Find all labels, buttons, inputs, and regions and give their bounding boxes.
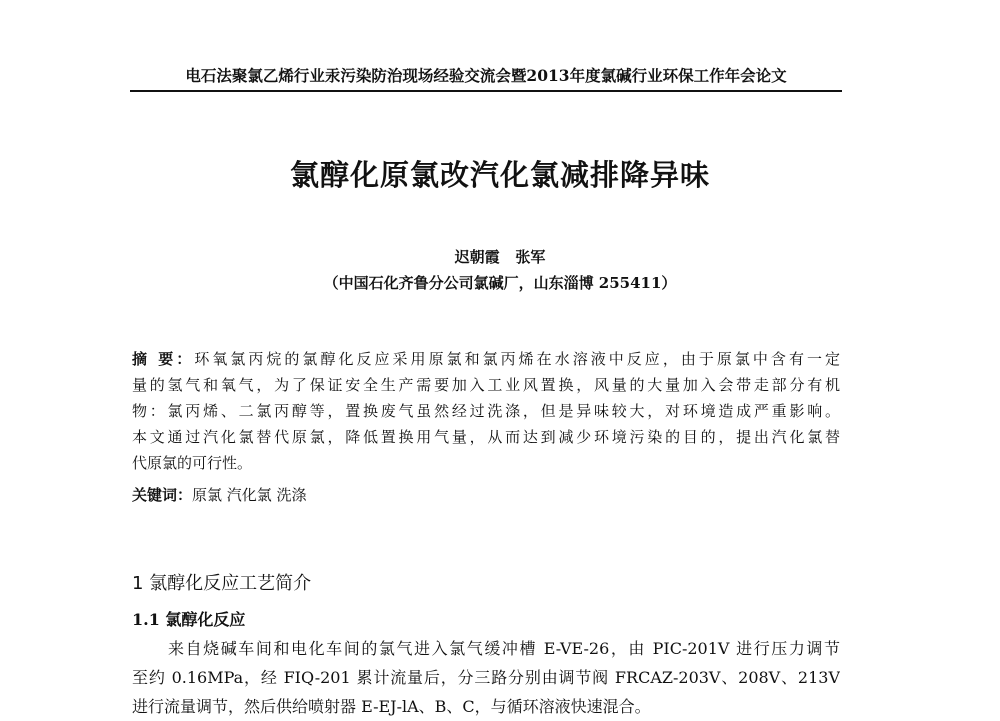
keywords xyxy=(132,484,307,505)
header-divider xyxy=(130,90,842,92)
paragraph-line: 进行流量调节，然后供给喷射器 E-EJ-lA、B、C，与循环溶液快速混合。 xyxy=(132,697,651,716)
paragraph-line: 至约 0.16MPa，经 FIQ-201 累计流量后，分三路分别由调节阀 FRCAZ-203V、208V、213V xyxy=(132,668,840,687)
keywords-text: 原氯 汽化氯 洗涤 xyxy=(192,486,307,504)
body-paragraph xyxy=(132,634,840,721)
paper-authors: 迟朝霞 张军 xyxy=(454,248,546,266)
abstract-line: 物：氯丙烯、二氯丙醇等，置换废气虽然经过洗涤，但是异味较大，对环境造成严重影响。 xyxy=(132,402,840,420)
subsection-heading: 1.1 氯醇化反应 xyxy=(132,610,246,629)
abstract-label: 摘 要： xyxy=(132,350,195,368)
abstract-line: 本文通过汽化氯替代原氯，降低置换用气量，从而达到减少环境污染的目的，提出汽化氯替 xyxy=(132,428,840,446)
paragraph-line: 来自烧碱车间和电化车间的氯气进入氯气缓冲槽 E-VE-26，由 PIC-201V 进行压力调节 xyxy=(168,639,840,658)
running-header-text: 电石法聚氯乙烯行业汞污染防治现场经验交流会暨2013年度氯碱行业环保工作年会论文 xyxy=(185,66,787,85)
abstract xyxy=(132,346,840,476)
paper-title: 氯醇化原氯改汽化氯减排降异味 xyxy=(289,158,710,192)
abstract-text: 环氧氯丙烷的氯醇化反应采用原氯和氯丙烯在水溶液中反应，由于原氯中含有一定 xyxy=(194,350,840,368)
keywords-label: 关键词： xyxy=(132,486,193,504)
abstract-line xyxy=(132,346,840,372)
abstract-line: 代原氯的可行性。 xyxy=(132,454,253,472)
section-heading: 1 氯醇化反应工艺简介 xyxy=(132,573,312,594)
abstract-line: 量的氢气和氧气，为了保证安全生产需要加入工业风置换，风量的大量加入会带走部分有机 xyxy=(132,376,840,394)
paper-affiliation: （中国石化齐鲁分公司氯碱厂，山东淄博 255411） xyxy=(323,274,677,292)
